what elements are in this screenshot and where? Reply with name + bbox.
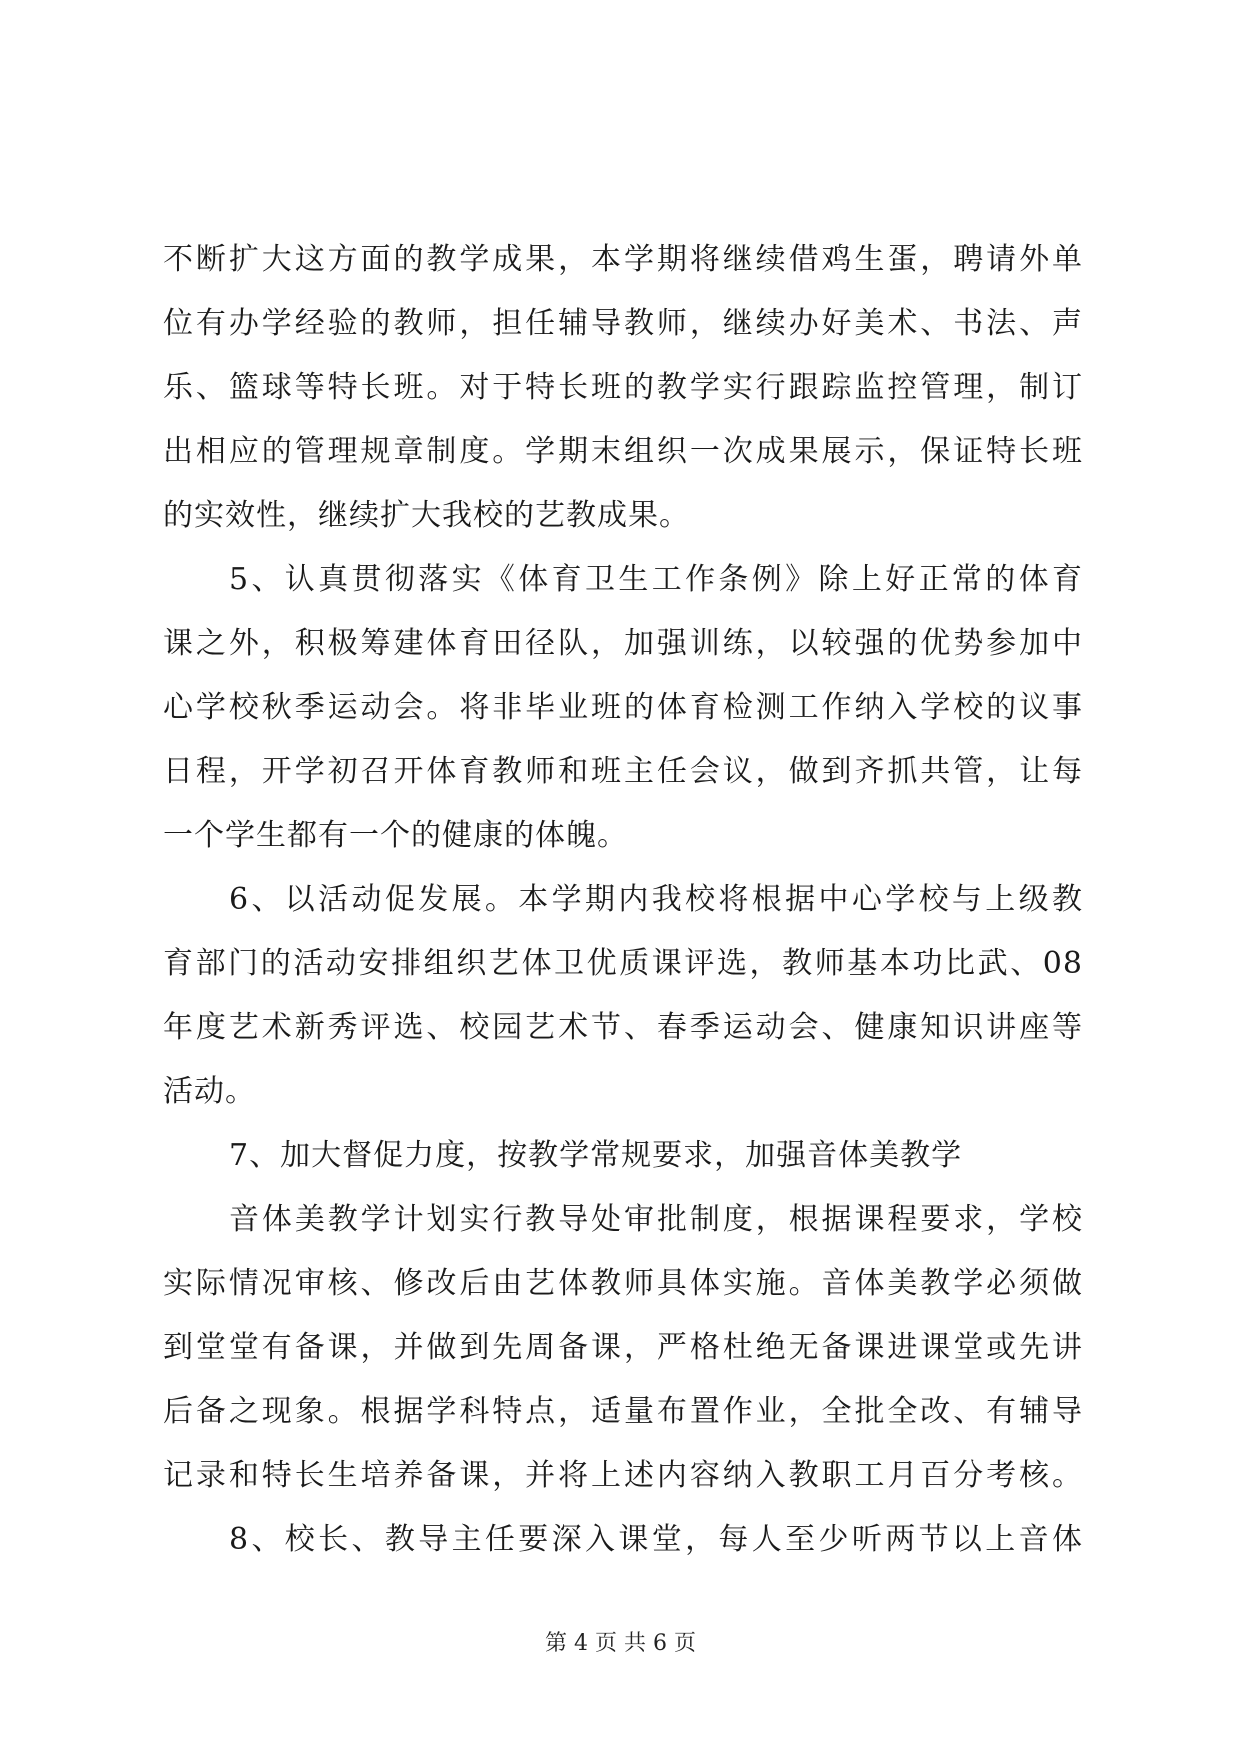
text-line: 到堂堂有备课，并做到先周备课，严格杜绝无备课进课堂或先讲 [163,1330,1083,1365]
text-line: 不断扩大这方面的教学成果，本学期将继续借鸡生蛋，聘请外单 [163,242,1083,277]
text-line: 心学校秋季运动会。将非毕业班的体育检测工作纳入学校的议事 [163,690,1083,725]
text-line: 日程，开学初召开体育教师和班主任会议，做到齐抓共管，让每 [163,754,1083,789]
page-number-footer: 第 4 页 共 6 页 [545,1631,696,1656]
text-line: 出相应的管理规章制度。学期末组织一次成果展示，保证特长班 [163,434,1083,469]
text-line: 后备之现象。根据学科特点，适量布置作业，全批全改、有辅导 [163,1394,1083,1429]
text-line: 位有办学经验的教师，担任辅导教师，继续办好美术、书法、声 [163,306,1083,341]
text-line: 一个学生都有一个的健康的体魄。 [163,818,628,853]
text-line: 活动。 [163,1074,256,1109]
document-body [163,228,1083,1572]
text-line: 育部门的活动安排组织艺体卫优质课评选，教师基本功比武、08 [163,946,1083,981]
text-line: 8、校长、教导主任要深入课堂，每人至少听两节以上音体 [229,1522,1083,1557]
text-line: 5、认真贯彻落实《体育卫生工作条例》除上好正常的体育 [229,562,1083,597]
text-line: 实际情况审核、修改后由艺体教师具体实施。音体美教学必须做 [163,1266,1083,1301]
text-line: 7、加大督促力度，按教学常规要求，加强音体美教学 [229,1138,963,1173]
text-line: 记录和特长生培养备课，并将上述内容纳入教职工月百分考核。 [163,1458,1083,1493]
text-line: 年度艺术新秀评选、校园艺术节、春季运动会、健康知识讲座等 [163,1010,1083,1045]
text-line: 课之外，积极筹建体育田径队，加强训练，以较强的优势参加中 [163,626,1083,661]
text-line: 6、以活动促发展。本学期内我校将根据中心学校与上级教 [229,882,1083,917]
text-line: 的实效性，继续扩大我校的艺教成果。 [163,498,690,533]
text-line: 音体美教学计划实行教导处审批制度，根据课程要求，学校 [229,1202,1083,1237]
text-line: 乐、篮球等特长班。对于特长班的教学实行跟踪监控管理，制订 [163,370,1083,405]
